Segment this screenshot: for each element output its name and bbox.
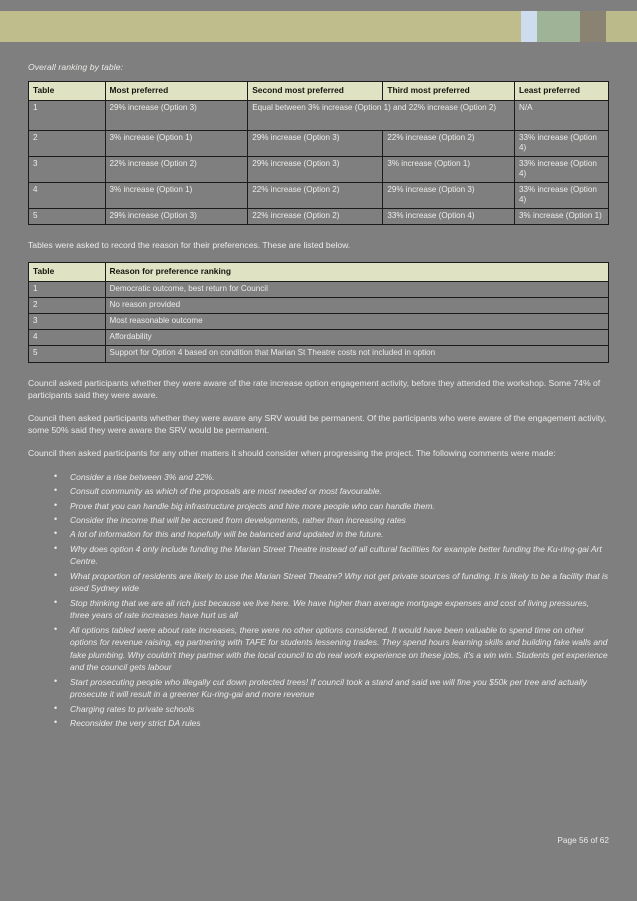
cell-table-number: 4: [29, 330, 106, 346]
table-row: [29, 100, 609, 130]
header-band-green: [537, 11, 580, 42]
cell-table-number: 1: [29, 281, 106, 297]
cell-table-number: 3: [29, 314, 106, 330]
cell-most-preferred: 22% increase (Option 2): [105, 156, 248, 182]
header-band-blue: [521, 11, 537, 42]
cell-least-preferred: 33% increase (Option 4): [515, 156, 609, 182]
paragraph-awareness: Council asked participants whether they were aware of the rate increase option engagement activity, before they attended the workshop. Some 74% of participants said they were aware.: [28, 377, 601, 400]
header-band-khaki: [0, 11, 521, 42]
cell-reason: Most reasonable outcome: [105, 314, 608, 330]
cell-second-most-preferred: 22% increase (Option 2): [248, 209, 383, 225]
cell-third-most-preferred: 29% increase (Option 3): [383, 182, 515, 208]
cell-table-number: 2: [29, 130, 106, 156]
cell-least-preferred: N/A: [515, 100, 609, 130]
table1-caption: Overall ranking by table:: [28, 62, 124, 72]
cell-third-most-preferred: 33% increase (Option 4): [383, 209, 515, 225]
cell-least-preferred: 33% increase (Option 4): [515, 182, 609, 208]
cell-table-number: 5: [29, 209, 106, 225]
table-row: [29, 330, 609, 346]
cell-most-preferred: 3% increase (Option 1): [105, 182, 248, 208]
list-item: • Start prosecuting people who illegally cut down protected trees! If council took a stand and said we will fine you $50k per tree and actually prosecute it will result in a greener Ku-ring-gai and more revenue: [28, 676, 609, 701]
cell-third-most-preferred: 22% increase (Option 2): [383, 130, 515, 156]
cell-second-and-third-preferred: Equal between 3% increase (Option 1) and 22% increase (Option 2): [248, 100, 515, 130]
cell-reason: Affordability: [105, 330, 608, 346]
list-item: • Why does option 4 only include funding the Marian Street Theatre instead of all cultural facilities for example better funding the Ku-ring-gai Art Centre.: [28, 543, 609, 568]
table-row: [29, 182, 609, 208]
column-header-third-most-preferred: Third most preferred: [383, 82, 515, 101]
column-header-most-preferred: Most preferred: [105, 82, 248, 101]
cell-reason: Support for Option 4 based on condition that Marian St Theatre costs not included in option: [105, 346, 608, 362]
page-header-band: [0, 11, 637, 42]
paragraph-other-matters: Council then asked participants for any other matters it should consider when progressing the project. The following comments were made:: [28, 448, 556, 459]
cell-table-number: 2: [29, 298, 106, 314]
cell-table-number: 5: [29, 346, 106, 362]
table2-intro-text: Tables were asked to record the reason for their preferences. These are listed below.: [28, 240, 351, 251]
table-row: [29, 130, 609, 156]
cell-second-most-preferred: 22% increase (Option 2): [248, 182, 383, 208]
paragraph-srv-permanence: Council then asked participants whether they were aware any SRV would be permanent. Of the participants who were aware of the engagement activity, some 50% said they were aware the SRV would be permanent.: [28, 412, 607, 436]
page-number-footer: Page 56 of 62: [557, 835, 609, 845]
header-band-khaki-two: [606, 11, 637, 42]
table-header-row: [29, 263, 609, 282]
list-item: • A lot of information for this and hopefully will be balanced and updated in the future.: [28, 528, 609, 540]
table-row: [29, 298, 609, 314]
column-header-table: Table: [29, 263, 106, 282]
page-content: [0, 42, 637, 901]
cell-reason: No reason provided: [105, 298, 608, 314]
table-row: [29, 281, 609, 297]
cell-most-preferred: 3% increase (Option 1): [105, 130, 248, 156]
comments-list: [28, 471, 609, 730]
reason-for-preference-table: [28, 262, 609, 362]
table-row: [29, 209, 609, 225]
cell-reason: Democratic outcome, best return for Council: [105, 281, 608, 297]
cell-table-number: 3: [29, 156, 106, 182]
overall-ranking-table: [28, 81, 609, 225]
cell-table-number: 1: [29, 100, 106, 130]
table-row: [29, 346, 609, 362]
table-row: [29, 156, 609, 182]
table-header-row: [29, 82, 609, 101]
cell-table-number: 4: [29, 182, 106, 208]
list-item: • All options tabled were about rate increases, there were no other options considered. It would have been valuable to spend time on other options for revenue raising, eg partnering with TAFE for students lessening trades. They spend hours learning skills and building fake walls and fake plumbing. Why couldn't they partner with the local council to do real work experience on these jobs, it's a win win. Students get experience and the council gets labour: [28, 624, 609, 674]
cell-most-preferred: 29% increase (Option 3): [105, 100, 248, 130]
column-header-table: Table: [29, 82, 106, 101]
cell-third-most-preferred: 3% increase (Option 1): [383, 156, 515, 182]
list-item: • Consider the income that will be accrued from developments, rather than increasing rates: [28, 514, 609, 526]
cell-least-preferred: 3% increase (Option 1): [515, 209, 609, 225]
header-band-brown: [580, 11, 606, 42]
list-item: • Consult community as which of the proposals are most needed or most favourable.: [28, 485, 609, 497]
table-row: [29, 314, 609, 330]
list-item: • Charging rates to private schools: [28, 703, 609, 715]
column-header-second-most-preferred: Second most preferred: [248, 82, 383, 101]
cell-second-most-preferred: 29% increase (Option 3): [248, 156, 383, 182]
list-item: • Reconsider the very strict DA rules: [28, 717, 609, 729]
list-item: • Consider a rise between 3% and 22%.: [28, 471, 609, 483]
list-item: • What proportion of residents are likely to use the Marian Street Theatre? Why not get private sources of funding. It is likely to be a facility that is used Sydney wide: [28, 570, 609, 595]
cell-most-preferred: 29% increase (Option 3): [105, 209, 248, 225]
cell-least-preferred: 33% increase (Option 4): [515, 130, 609, 156]
list-item: • Stop thinking that we are all rich just because we live here. We have higher than average mortgage expenses and cost of living pressures, three years of rate increases have hurt us all: [28, 597, 609, 622]
cell-second-most-preferred: 29% increase (Option 3): [248, 130, 383, 156]
column-header-least-preferred: Least preferred: [515, 82, 609, 101]
list-item: • Prove that you can handle big infrastructure projects and hire more people who can handle them.: [28, 500, 609, 512]
column-header-reason: Reason for preference ranking: [105, 263, 608, 282]
